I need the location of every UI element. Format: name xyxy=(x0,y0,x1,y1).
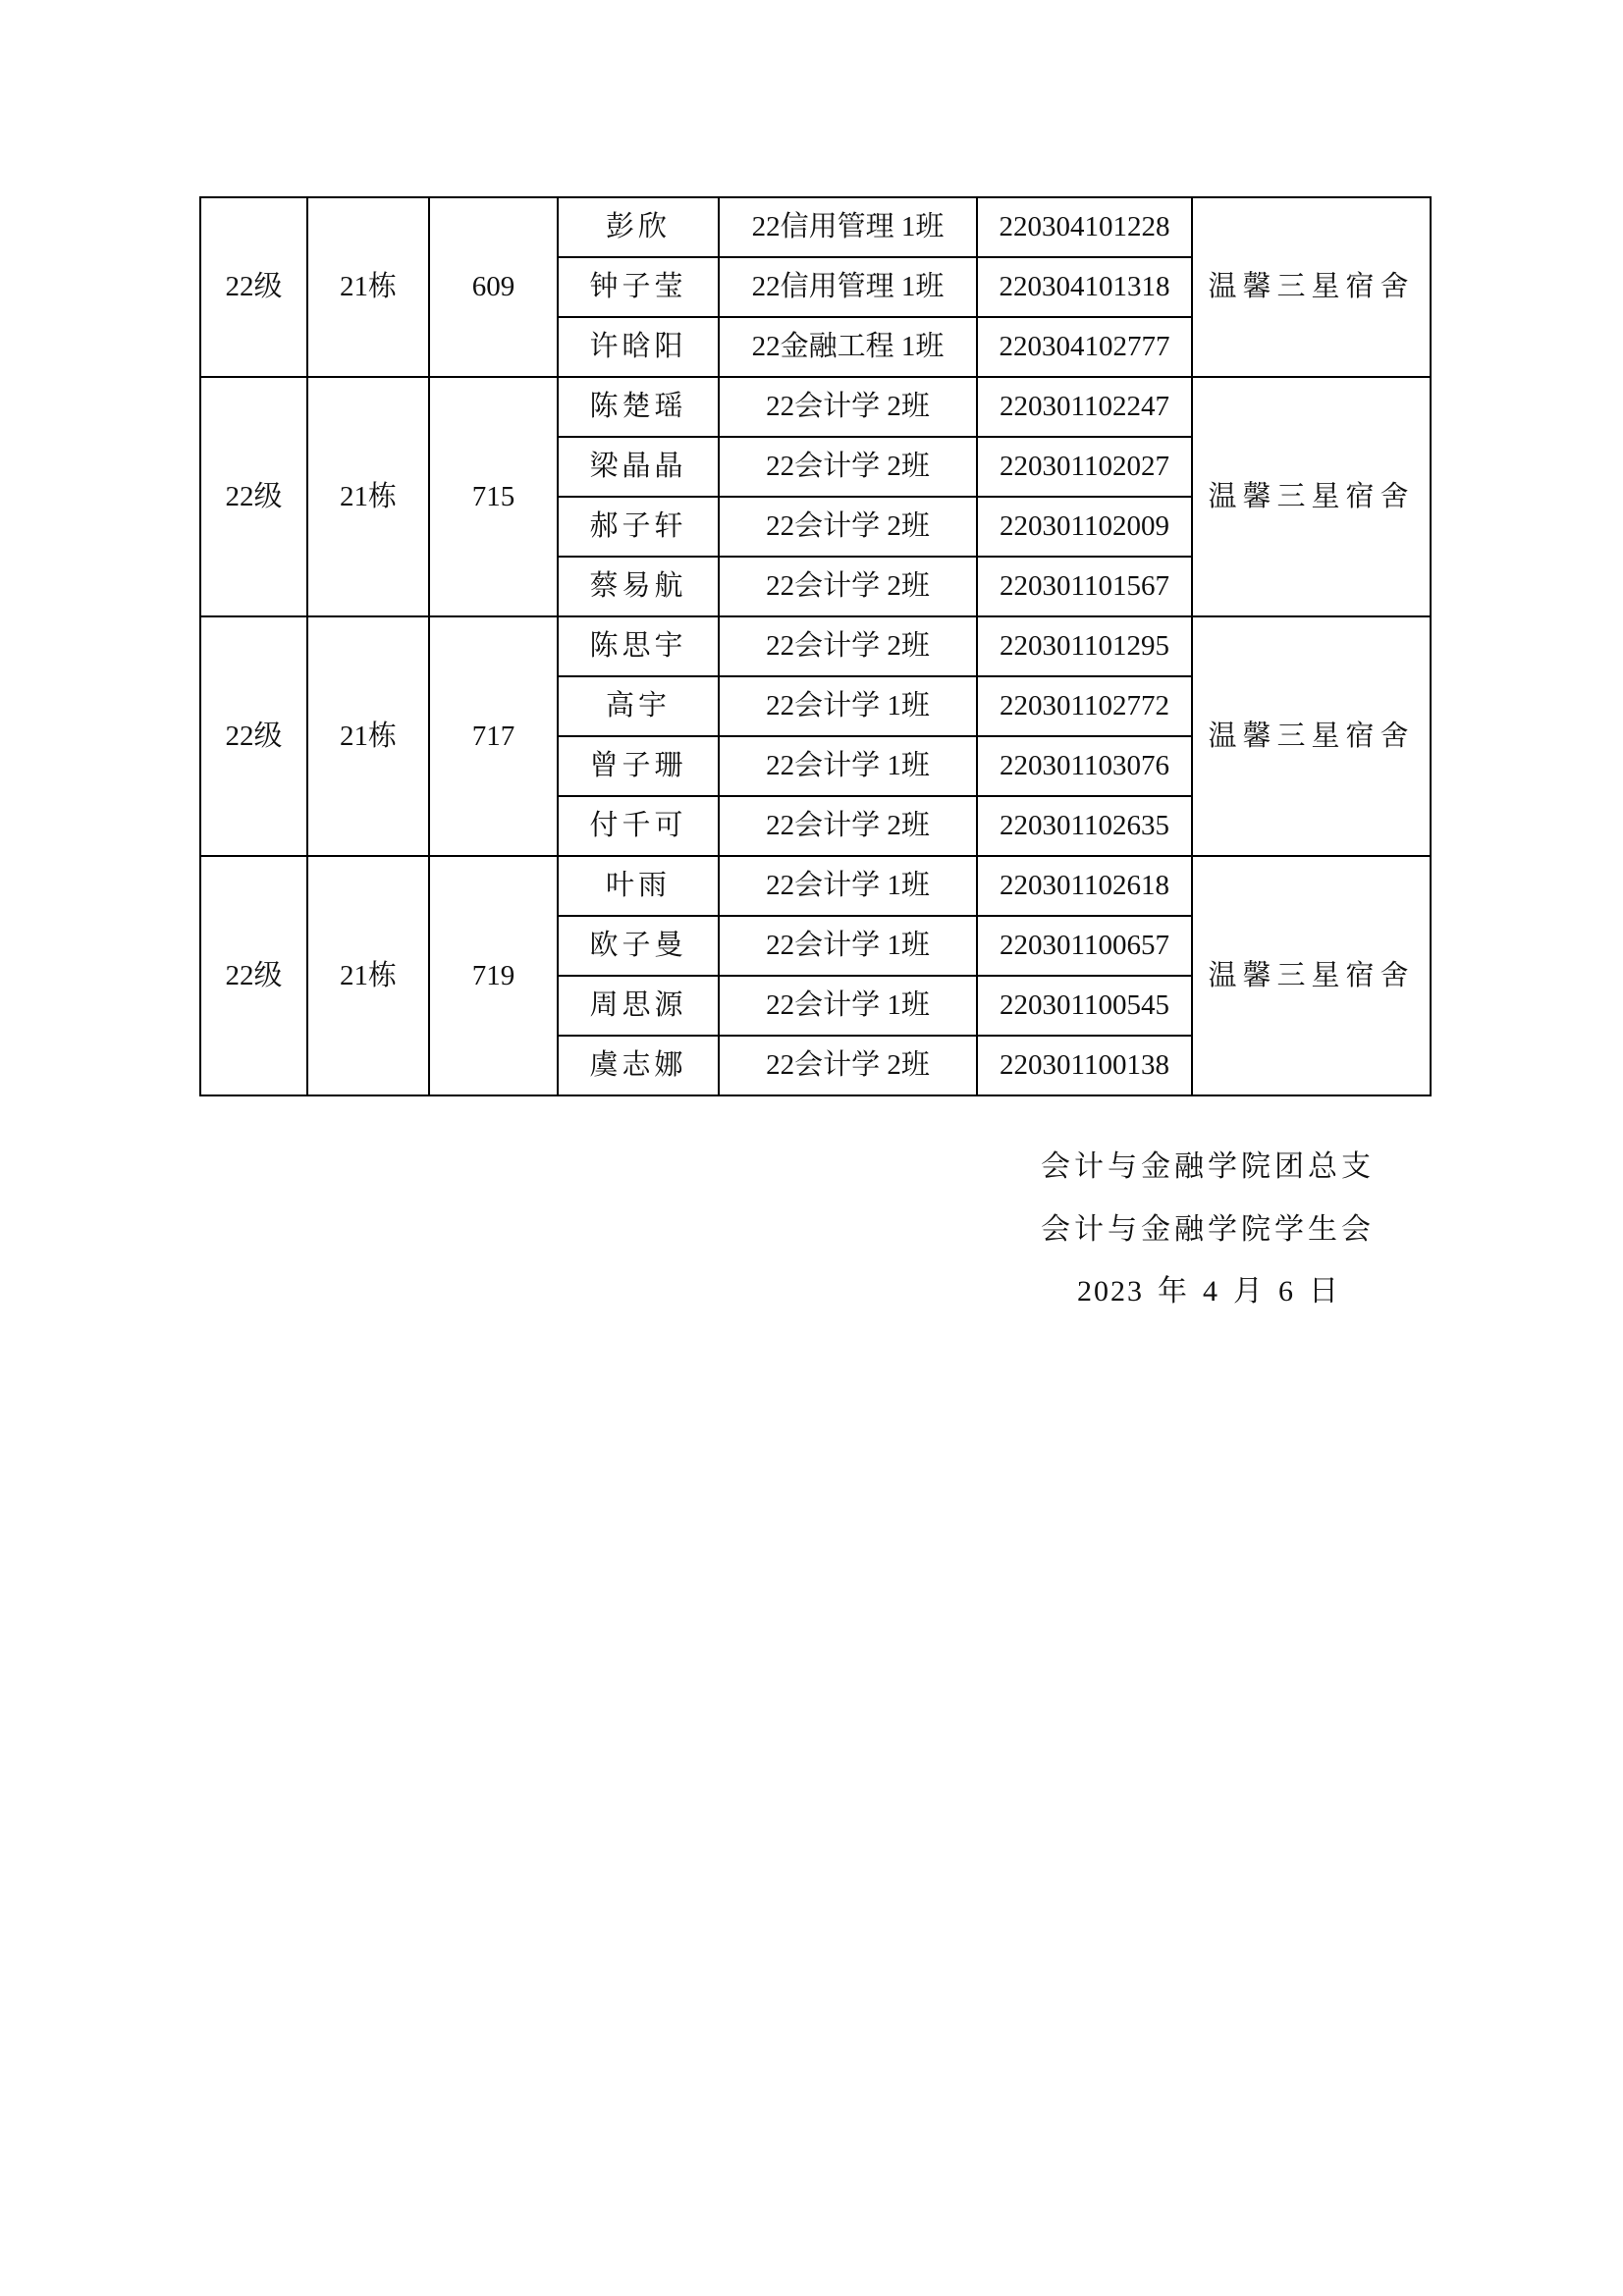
award-cell: 温馨三星宿舍 xyxy=(1192,856,1431,1095)
student-id-cell: 220301102618 xyxy=(977,856,1192,916)
student-id-cell: 220301100657 xyxy=(977,916,1192,976)
date-day: 6 xyxy=(1278,1275,1295,1308)
student-id-cell: 220301100138 xyxy=(977,1036,1192,1095)
table-row xyxy=(200,197,1431,257)
room-cell: 609 xyxy=(429,197,558,377)
grade-cell: 22级 xyxy=(200,197,307,377)
student-id-cell: 220301102009 xyxy=(977,497,1192,557)
signature-date xyxy=(1077,1266,1354,1309)
student-name-cell: 陈楚瑶 xyxy=(558,377,719,437)
student-name-cell: 叶雨 xyxy=(558,856,719,916)
building-cell: 21栋 xyxy=(307,377,429,616)
student-id-cell: 220301102635 xyxy=(977,796,1192,856)
date-month: 4 xyxy=(1203,1275,1219,1308)
room-cell: 717 xyxy=(429,616,558,856)
class-cell: 22会计学 1班 xyxy=(719,856,977,916)
class-cell: 22会计学 2班 xyxy=(719,497,977,557)
grade-cell: 22级 xyxy=(200,856,307,1095)
student-name-cell: 周思源 xyxy=(558,976,719,1036)
student-name-cell: 付千可 xyxy=(558,796,719,856)
class-cell: 22信用管理 1班 xyxy=(719,197,977,257)
student-name-cell: 欧子曼 xyxy=(558,916,719,976)
signature-org-student-union: 会计与金融学院学生会 xyxy=(1041,1213,1375,1246)
student-name-cell: 钟子莹 xyxy=(558,257,719,317)
student-name-cell: 高宇 xyxy=(558,676,719,736)
student-name-cell: 陈思宇 xyxy=(558,616,719,676)
student-id-cell: 220301100545 xyxy=(977,976,1192,1036)
table-row xyxy=(200,856,1431,916)
award-cell: 温馨三星宿舍 xyxy=(1192,377,1431,616)
class-cell: 22会计学 1班 xyxy=(719,916,977,976)
student-name-cell: 梁晶晶 xyxy=(558,437,719,497)
table-row xyxy=(200,616,1431,676)
grade-cell: 22级 xyxy=(200,616,307,856)
class-cell: 22金融工程 1班 xyxy=(719,317,977,377)
student-id-cell: 220301102247 xyxy=(977,377,1192,437)
student-id-cell: 220304102777 xyxy=(977,317,1192,377)
class-cell: 22会计学 2班 xyxy=(719,557,977,616)
room-cell: 719 xyxy=(429,856,558,1095)
signature-org-youth-league: 会计与金融学院团总支 xyxy=(1041,1150,1375,1183)
student-name-cell: 蔡易航 xyxy=(558,557,719,616)
class-cell: 22会计学 2班 xyxy=(719,377,977,437)
class-cell: 22会计学 2班 xyxy=(719,796,977,856)
class-cell: 22信用管理 1班 xyxy=(719,257,977,317)
date-month-unit: 月 xyxy=(1233,1275,1265,1308)
award-cell: 温馨三星宿舍 xyxy=(1192,197,1431,377)
table-row xyxy=(200,377,1431,437)
student-id-cell: 220301102027 xyxy=(977,437,1192,497)
building-cell: 21栋 xyxy=(307,197,429,377)
student-id-cell: 220301103076 xyxy=(977,736,1192,796)
student-id-cell: 220301102772 xyxy=(977,676,1192,736)
class-cell: 22会计学 1班 xyxy=(719,676,977,736)
class-cell: 22会计学 1班 xyxy=(719,976,977,1036)
student-id-cell: 220304101228 xyxy=(977,197,1192,257)
class-cell: 22会计学 1班 xyxy=(719,736,977,796)
student-id-cell: 220301101567 xyxy=(977,557,1192,616)
class-cell: 22会计学 2班 xyxy=(719,437,977,497)
class-cell: 22会计学 2班 xyxy=(719,616,977,676)
student-name-cell: 彭欣 xyxy=(558,197,719,257)
date-year-unit: 年 xyxy=(1158,1275,1189,1308)
date-day-unit: 日 xyxy=(1309,1275,1340,1308)
dormitory-award-table xyxy=(199,196,1432,1096)
student-id-cell: 220304101318 xyxy=(977,257,1192,317)
grade-cell: 22级 xyxy=(200,377,307,616)
room-cell: 715 xyxy=(429,377,558,616)
class-cell: 22会计学 2班 xyxy=(719,1036,977,1095)
student-id-cell: 220301101295 xyxy=(977,616,1192,676)
student-name-cell: 郝子轩 xyxy=(558,497,719,557)
student-name-cell: 曾子珊 xyxy=(558,736,719,796)
building-cell: 21栋 xyxy=(307,616,429,856)
date-year: 2023 xyxy=(1077,1275,1144,1308)
student-name-cell: 虞志娜 xyxy=(558,1036,719,1095)
building-cell: 21栋 xyxy=(307,856,429,1095)
award-cell: 温馨三星宿舍 xyxy=(1192,616,1431,856)
student-name-cell: 许晗阳 xyxy=(558,317,719,377)
